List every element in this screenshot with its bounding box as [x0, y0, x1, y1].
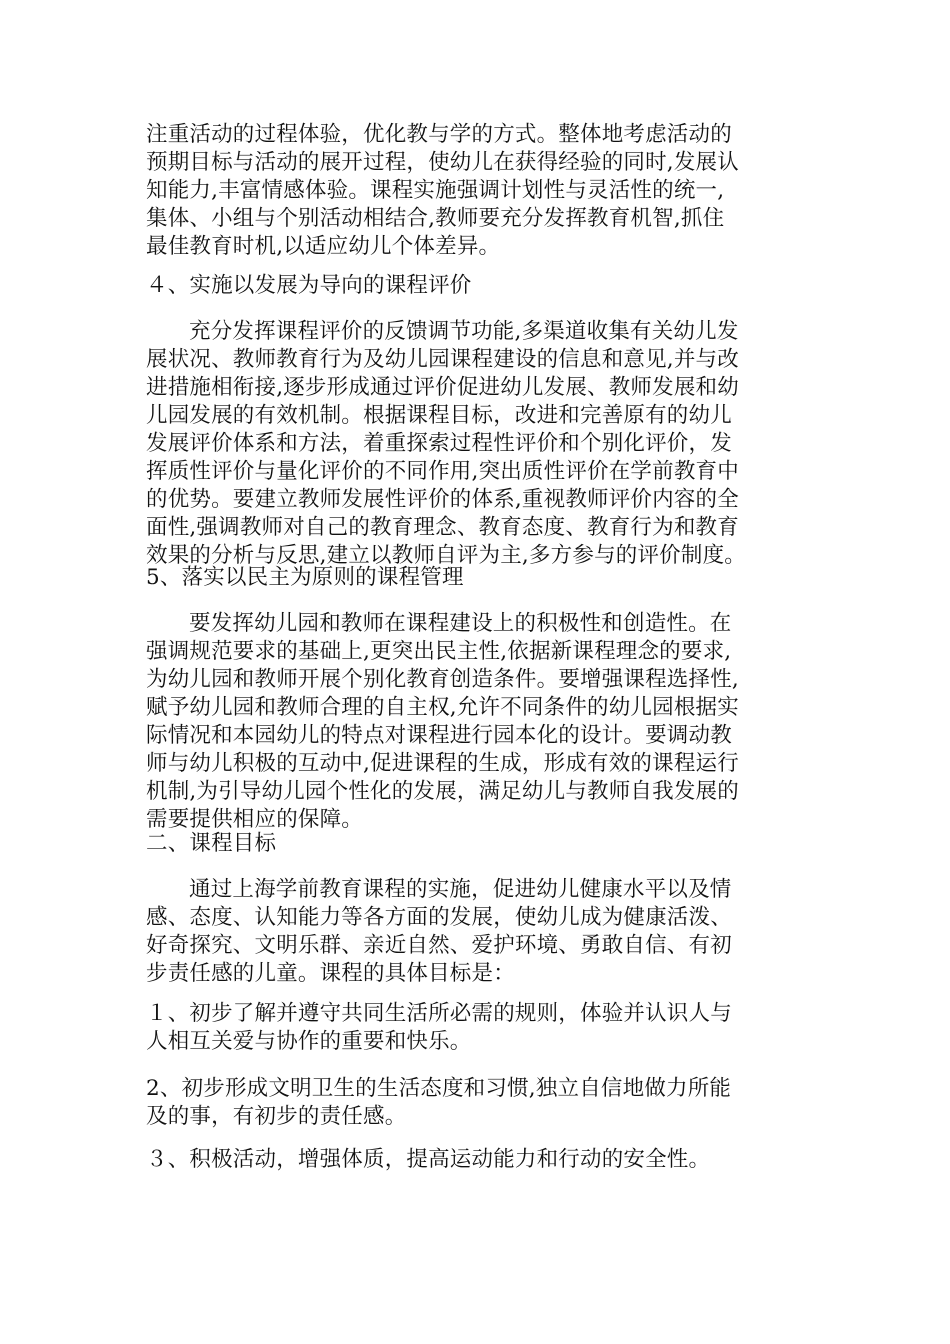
goal-item-1	[146, 1000, 810, 1056]
heading-management	[146, 564, 810, 592]
text-line: １、初步了解并遵守共同生活所必需的规则，体验并认识人与	[146, 1001, 732, 1026]
text-line: 最佳教育时机,以适应幼儿个体差异。	[146, 234, 501, 259]
paragraph-activity-process	[146, 121, 810, 261]
text-line: ３、积极活动，增强体质，提高运动能力和行动的安全性。	[146, 1147, 711, 1172]
text-line: 赋予幼儿园和教师合理的自主权,允许不同条件的幼儿园根据实	[146, 695, 739, 720]
text-line: 好奇探究、文明乐群、亲近自然、爱护环境、勇敢自信、有初	[146, 933, 732, 958]
text-line: 效果的分析与反思,建立以教师自评为主,多方参与的评价制度。	[146, 543, 746, 568]
text-line: 发展评价体系和方法，着重探索过程性评价和个别化评价，发	[146, 431, 732, 456]
text-line: 为幼儿园和教师开展个别化教育创造条件。要增强课程选择性,	[146, 667, 739, 692]
text-line: 面性,强调教师对自己的教育理念、教育态度、教育行为和教育	[146, 515, 739, 540]
text-line: 知能力,丰富情感体验。课程实施强调计划性与灵活性的统一,	[146, 178, 725, 203]
text-line: 集体、小组与个别活动相结合,教师要充分发挥教育机智,抓住	[146, 206, 725, 231]
text-line: 要发挥幼儿园和教师在课程建设上的积极性和创造性。在	[189, 611, 732, 636]
text-line: 感、态度、认知能力等各方面的发展，使幼儿成为健康活泼、	[146, 905, 732, 930]
goal-item-2	[146, 1075, 810, 1131]
text-line: 人相互关爱与协作的重要和快乐。	[146, 1029, 472, 1054]
paragraph-management	[146, 610, 810, 834]
text-line: 需要提供相应的保障。	[146, 807, 364, 832]
heading-evaluation	[146, 272, 810, 300]
section-heading: ４、实施以发展为导向的课程评价	[146, 273, 472, 298]
text-line: 强调规范要求的基础上,更突出民主性,依据新课程理念的要求,	[146, 639, 732, 664]
text-line: 的优势。要建立教师发展性评价的体系,重视教师评价内容的全	[146, 487, 739, 512]
text-line: 通过上海学前教育课程的实施，促进幼儿健康水平以及情	[189, 877, 732, 902]
text-line: 师与幼儿积极的互动中,促进课程的生成，形成有效的课程运行	[146, 751, 739, 776]
goal-item-3	[146, 1146, 810, 1174]
text-line: 儿园发展的有效机制。根据课程目标，改进和完善原有的幼儿	[146, 403, 732, 428]
text-line: 进措施相衔接,逐步形成通过评价促进幼儿发展、教师发展和幼	[146, 375, 739, 400]
text-line: 2、初步形成文明卫生的生活态度和习惯,独立自信地做力所能	[146, 1076, 732, 1101]
section-heading: 5、落实以民主为原则的课程管理	[146, 565, 464, 590]
text-line: 注重活动的过程体验，优化教与学的方式。整体地考虑活动的	[146, 122, 732, 147]
text-line: 步责任感的儿童。课程的具体目标是：	[146, 961, 515, 986]
text-line: 充分发挥课程评价的反馈调节功能,多渠道收集有关幼儿发	[189, 319, 739, 344]
text-line: 预期目标与活动的展开过程，使幼儿在获得经验的同时,发展认	[146, 150, 739, 175]
text-line: 及的事，有初步的责任感。	[146, 1104, 407, 1129]
text-line: 际情况和本园幼儿的特点对课程进行园本化的设计。要调动教	[146, 723, 732, 748]
paragraph-course-goals	[146, 876, 810, 988]
text-line: 展状况、教师教育行为及幼儿园课程建设的信息和意见,并与改	[146, 347, 739, 372]
text-line: 挥质性评价与量化评价的不同作用,突出质性评价在学前教育中	[146, 459, 739, 484]
paragraph-evaluation	[146, 318, 810, 570]
section-heading: 二、课程目标	[146, 831, 277, 856]
heading-course-goals	[146, 830, 810, 858]
text-line: 机制,为引导幼儿园个性化的发展，满足幼儿与教师自我发展的	[146, 779, 739, 804]
